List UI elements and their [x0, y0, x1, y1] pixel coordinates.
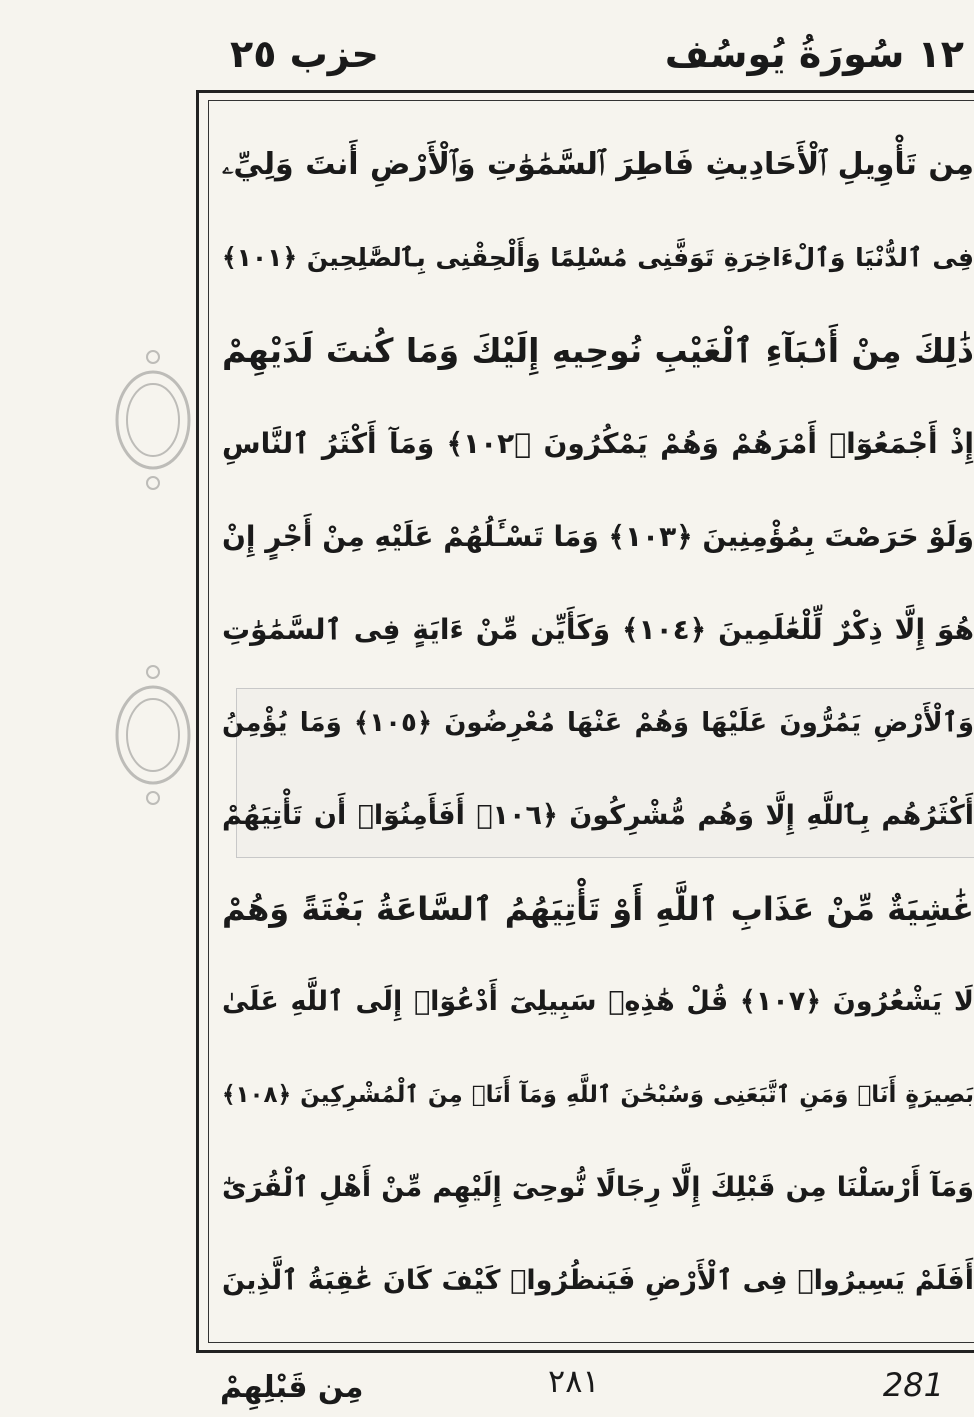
- page-number-arabic: ٢٨١: [548, 1362, 600, 1400]
- page-header: [230, 30, 974, 90]
- rub-marker-ornament-icon: [108, 660, 198, 810]
- juz-marker-ornament-icon: [108, 345, 198, 495]
- text-line: غَٰشِيَةٌ مِّنْ عَذَابِ ٱللَّهِ أَوْ تَأْتِيَهُمُ ٱلسَّاعَةُ بَغْتَةً وَهُمْ: [222, 890, 974, 928]
- text-line: وَٱلْأَرْضِ يَمُرُّونَ عَلَيْهَا وَهُمْ عَنْهَا مُعْرِضُونَ ﴿١٠٥﴾ وَمَا يُؤْمِنُ: [222, 708, 974, 738]
- hizb-label: حزب ٢٥: [230, 32, 379, 76]
- text-line: هُوَ إِلَّا ذِكْرٌ لِّلْعَٰلَمِينَ ﴿١٠٤﴾ وَكَأَيِّن مِّنْ ءَايَةٍ فِى ٱلسَّمَٰوَٰتِ: [222, 613, 974, 646]
- catchword: مِن قَبْلِهِمْ: [220, 1370, 364, 1405]
- text-line: أَفَلَمْ يَسِيرُوا۟ فِى ٱلْأَرْضِ فَيَنظُرُوا۟ كَيْفَ كَانَ عَٰقِبَةُ ٱلَّذِينَ: [222, 1265, 974, 1296]
- text-line: مِن تَأْوِيلِ ٱلْأَحَادِيثِ فَاطِرَ ٱلسَّمَٰوَٰتِ وَٱلْأَرْضِ أَنتَ وَلِيِّۦ: [222, 147, 974, 182]
- quran-text-block: [222, 120, 974, 1335]
- text-line: بَصِيرَةٍ أَنَا۠ وَمَنِ ٱتَّبَعَنِى وَسُبْحَٰنَ ٱللَّهِ وَمَآ أَنَا۠ مِنَ ٱلْمُشْرِكِينَ ﴿١٠٨﴾: [222, 1082, 974, 1108]
- text-line: لَا يَشْعُرُونَ ﴿١٠٧﴾ قُلْ هَٰذِهِۦ سَبِيلِىٓ أَدْعُوٓا۟ إِلَى ٱللَّهِ عَلَىٰ: [222, 986, 974, 1017]
- page-number-latin: 281: [882, 1366, 944, 1404]
- text-line: فِى ٱلدُّنْيَا وَٱلْءَاخِرَةِ تَوَفَّنِى مُسْلِمًا وَأَلْحِقْنِى بِٱلصَّٰلِحِينَ ﴿١٠١﴾: [222, 243, 974, 272]
- text-line: وَلَوْ حَرَصْتَ بِمُؤْمِنِينَ ﴿١٠٣﴾ وَمَا تَسْـَٔلُهُمْ عَلَيْهِ مِنْ أَجْرٍ إِنْ: [222, 520, 974, 553]
- text-line: إِذْ أَجْمَعُوٓا۟ أَمْرَهُمْ وَهُمْ يَمْكُرُونَ ﴿١٠٢﴾ وَمَآ أَكْثَرُ ٱلنَّاسِ: [222, 427, 974, 460]
- text-line: وَمَآ أَرْسَلْنَا مِن قَبْلِكَ إِلَّا رِجَالًا نُّوحِىٓ إِلَيْهِم مِّنْ أَهْلِ ٱلْقُرَىٰٓ: [222, 1172, 974, 1203]
- surah-title: ١٢ سُورَةُ يُوسُف: [664, 32, 964, 76]
- text-line: أَكْثَرُهُم بِٱللَّهِ إِلَّا وَهُم مُّشْرِكُونَ ﴿١٠٦﴾ أَفَأَمِنُوٓا۟ أَن تَأْتِيَهُمْ: [222, 800, 974, 831]
- text-line: ذَٰلِكَ مِنْ أَنۢبَآءِ ٱلْغَيْبِ نُوحِيهِ إِلَيْكَ وَمَا كُنتَ لَدَيْهِمْ: [222, 331, 974, 370]
